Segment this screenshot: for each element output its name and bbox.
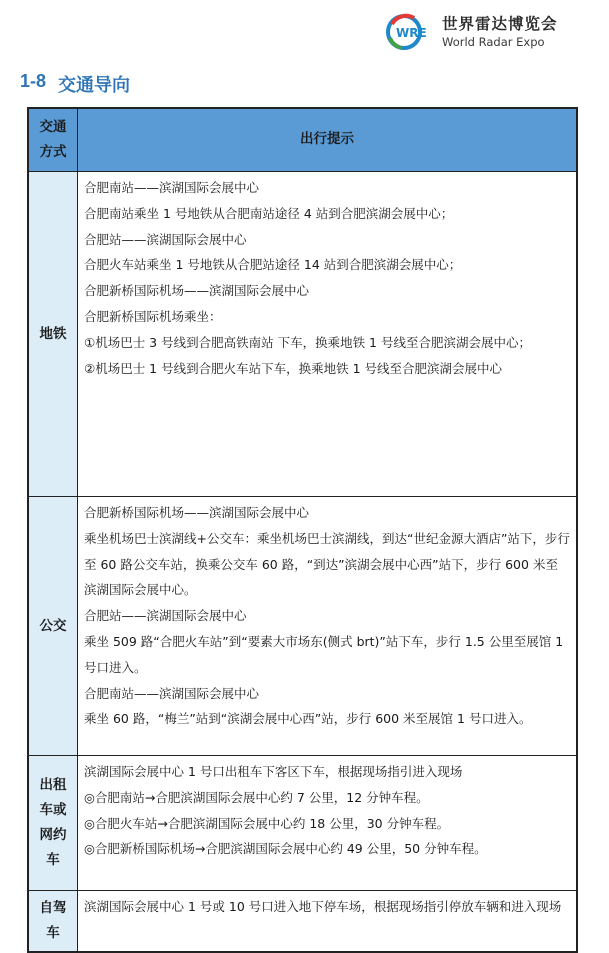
table-row <box>29 497 576 756</box>
logo-english-name: World Radar Expo <box>442 35 545 49</box>
svg-text:WRE: WRE <box>396 26 427 40</box>
table-row <box>29 172 576 497</box>
tips-cell <box>78 497 576 755</box>
section-title <box>20 71 130 97</box>
tip-line: 合肥新桥国际机场——滨湖国际会展中心 <box>84 283 310 299</box>
table-row <box>29 891 576 951</box>
page-header <box>0 0 609 62</box>
tip-line: 合肥站——滨湖国际会展中心 <box>84 608 247 624</box>
mode-cell: 地铁 <box>29 172 78 496</box>
logo-chinese-name: 世界雷达博览会 <box>442 15 558 33</box>
tip-line: 乘坐 60 路，“梅兰”站到“滨湖会展中心西”站，步行 600 米至展馆 1 号口进入。 <box>84 711 532 727</box>
world-radar-expo-logo <box>384 12 558 52</box>
tips-cell <box>78 891 576 951</box>
traffic-guide-table <box>27 107 578 953</box>
tip-line: 滨湖国际会展中心 1 号或 10 号口进入地下停车场，根据现场指引停放车辆和进入现场 <box>84 899 562 914</box>
section-number: 1-8 <box>20 71 47 91</box>
tip-line: 合肥新桥国际机场——滨湖国际会展中心 <box>84 505 310 520</box>
table-row <box>29 756 576 891</box>
mode-cell: 出租车或网约车 <box>29 756 78 890</box>
mode-cell: 公交 <box>29 497 78 755</box>
mode-cell: 自驾车 <box>29 891 78 951</box>
tip-line: 合肥南站——滨湖国际会展中心 <box>84 180 260 195</box>
tip-line: 滨湖国际会展中心 1 号口出租车下客区下车，根据现场指引进入现场 <box>84 764 463 779</box>
section-heading: 交通导向 <box>58 75 131 96</box>
tip-line: 合肥新桥国际机场乘坐： <box>84 308 222 324</box>
header-tips-cell: 出行提示 <box>300 131 354 148</box>
tip-line: ①机场巴士 3 号线到合肥高铁南站 下车，换乘地铁 1 号线至合肥滨湖会展中心； <box>84 334 531 350</box>
tip-line: 乘坐 509 路“合肥火车站”到“要素大市场东(侧式 brt)”站下车，步行 1.5 公里至展馆 1 号口进入。 <box>84 633 564 675</box>
wre-logo-icon <box>384 12 436 52</box>
header-mode-cell: 交通 方式 <box>29 109 78 171</box>
tip-line: 乘坐机场巴士滨湖线+公交车：乘坐机场巴士滨湖线，到达“世纪金源大酒店”站下，步行至 60 路公交车站，换乘公交车 60 路，“到达”滨湖会展中心西”站下，步行 600 米至滨湖国际会展中心。 <box>84 530 570 598</box>
tips-cell <box>78 756 576 890</box>
tip-line: 合肥火车站乘坐 1 号地铁从合肥站途径 14 站到合肥滨湖会展中心； <box>84 257 462 273</box>
tip-line: ②机场巴士 1 号线到合肥火车站下车，换乘地铁 1 号线至合肥滨湖会展中心 <box>84 360 503 376</box>
table-header-row <box>29 109 576 172</box>
tip-line: ◎合肥火车站→合肥滨湖国际会展中心约 18 公里，30 分钟车程。 <box>84 815 450 831</box>
tip-line: ◎合肥新桥国际机场→合肥滨湖国际会展中心约 49 公里，50 分钟车程。 <box>84 841 487 857</box>
tip-line: 合肥站——滨湖国际会展中心 <box>84 231 247 247</box>
tip-line: 合肥南站——滨湖国际会展中心 <box>84 685 260 701</box>
tip-line: 合肥南站乘坐 1 号地铁从合肥南站途径 4 站到合肥滨湖会展中心； <box>84 205 454 221</box>
tips-cell <box>78 172 576 496</box>
tip-line: ◎合肥南站→合肥滨湖国际会展中心约 7 公里，12 分钟车程。 <box>84 789 429 805</box>
